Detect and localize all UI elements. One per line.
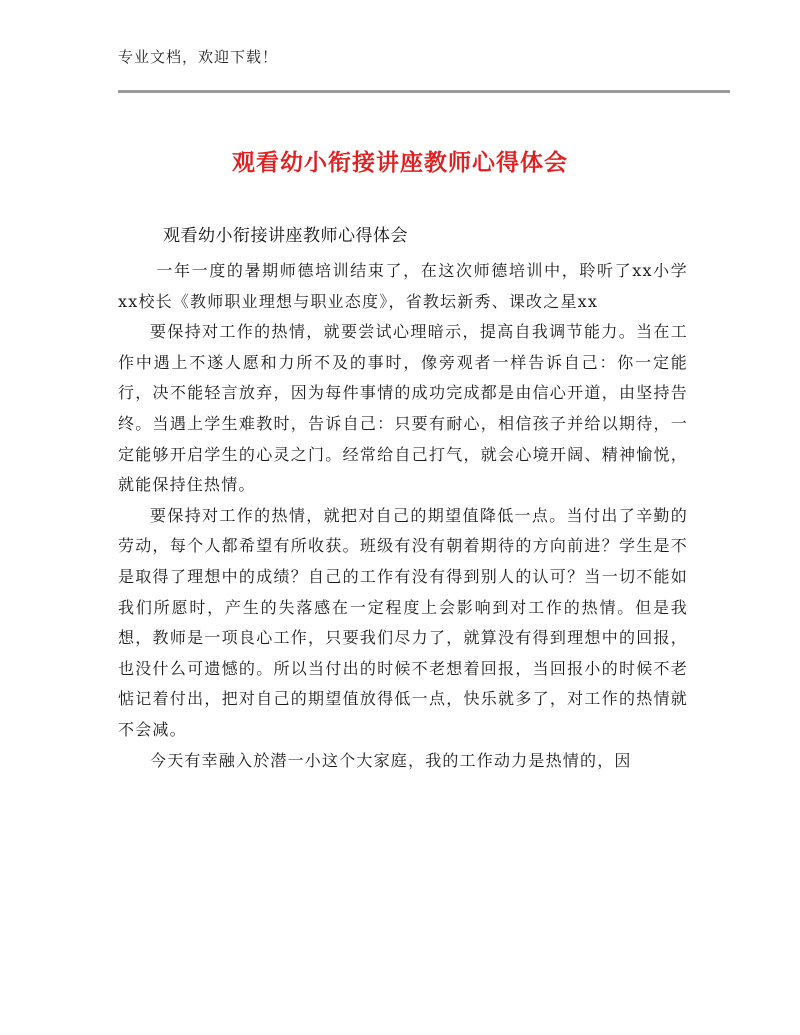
document-title: 观看幼小衔接讲座教师心得体会 [232, 150, 568, 176]
paragraph-4: 今天有幸融入於潜一小这个大家庭，我的工作动力是热情的，因 [150, 750, 632, 770]
paragraph-1: 一年一度的暑期师德培训结束了，在这次师德培训中，聆听了xx小学xx校长《教师职业理想与职业态度》，省教坛新秀、课改之星xx [118, 261, 688, 311]
document-subtitle: 观看幼小衔接讲座教师心得体会 [163, 226, 408, 246]
header-divider [118, 90, 730, 93]
document-body [118, 256, 688, 776]
paragraph-2: 要保持对工作的热情，就要尝试心理暗示，提高自我调节能力。当在工作中遇上不遂人愿和力所不及的事时，像旁观者一样告诉自己：你一定能行，决不能轻言放弃，因为每件事情的成功完成都是由信心开道，由坚持告终。当遇上学生难教时，告诉自己：只要有耐心，相信孩子并给以期待，一定能够开启学生的心灵之门。经常给自己打气，就会心境开阔、精神愉悦，就能保持住热情。 [118, 322, 688, 495]
header-note: 专业文档，欢迎下载！ [118, 48, 279, 66]
paragraph-3: 要保持对工作的热情，就把对自己的期望值降低一点。当付出了辛勤的劳动，每个人都希望有所收获。班级有没有朝着期待的方向前进？学生是不是取得了理想中的成绩？自己的工作有没有得到别人的认可？当一切不能如我们所愿时，产生的失落感在一定程度上会影响到对工作的热情。但是我想，教师是一项良心工作，只要我们尽力了，就算没有得到理想中的回报，也没什么可遗憾的。所以当付出的时候不老想着回报，当回报小的时候不老惦记着付出，把对自己的期望值放得低一点，快乐就多了，对工作的热情就不会减。 [118, 505, 688, 739]
